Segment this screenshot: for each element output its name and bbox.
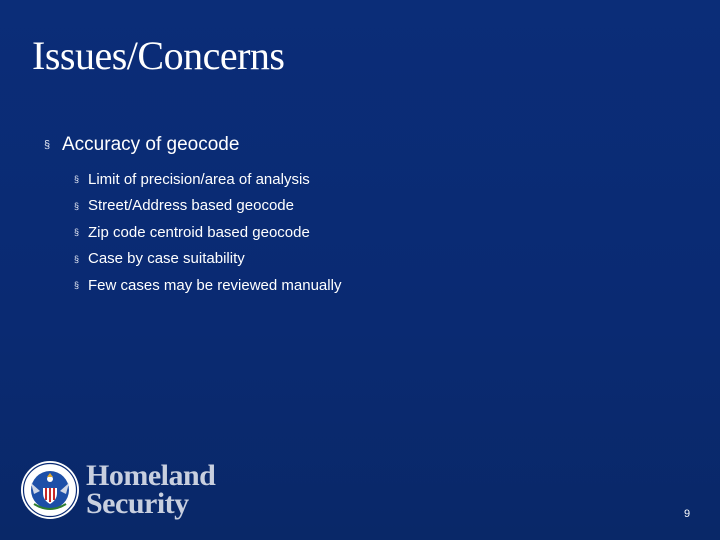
sub-bullet-item xyxy=(74,246,684,273)
bullet-item xyxy=(44,132,684,158)
sub-bullet-item xyxy=(74,193,684,220)
slide-title: Issues/Concerns xyxy=(32,33,285,78)
sub-bullet-list xyxy=(74,166,684,299)
sub-bullet-text: Limit of precision/area of analysis xyxy=(88,170,310,188)
sub-bullet-text: Street/Address based geocode xyxy=(88,197,294,215)
sub-bullet-marker: § xyxy=(74,174,80,185)
bullet-list xyxy=(44,132,684,299)
sub-bullet-marker: § xyxy=(74,253,80,264)
sub-bullet-marker: § xyxy=(74,280,80,291)
sub-bullet-item xyxy=(74,272,684,299)
sub-bullet-text: Case by case suitability xyxy=(88,250,245,268)
sub-bullet-marker: § xyxy=(74,200,80,211)
sub-bullet-marker: § xyxy=(74,227,80,238)
logo-wordmark xyxy=(86,459,216,520)
page-number: 9 xyxy=(683,508,691,520)
sub-bullet-text: Zip code centroid based geocode xyxy=(88,223,310,241)
sub-bullet-item xyxy=(74,219,684,246)
sub-bullet-item xyxy=(74,166,684,193)
dhs-logo xyxy=(20,460,215,520)
bullet-marker: § xyxy=(44,139,51,151)
bullet-text: Accuracy of geocode xyxy=(62,134,240,155)
dhs-seal-icon xyxy=(20,460,80,520)
logo-line-2: Security xyxy=(86,487,189,520)
sub-bullet-text: Few cases may be reviewed manually xyxy=(88,276,342,294)
logo-line-1: Homeland xyxy=(86,459,216,492)
